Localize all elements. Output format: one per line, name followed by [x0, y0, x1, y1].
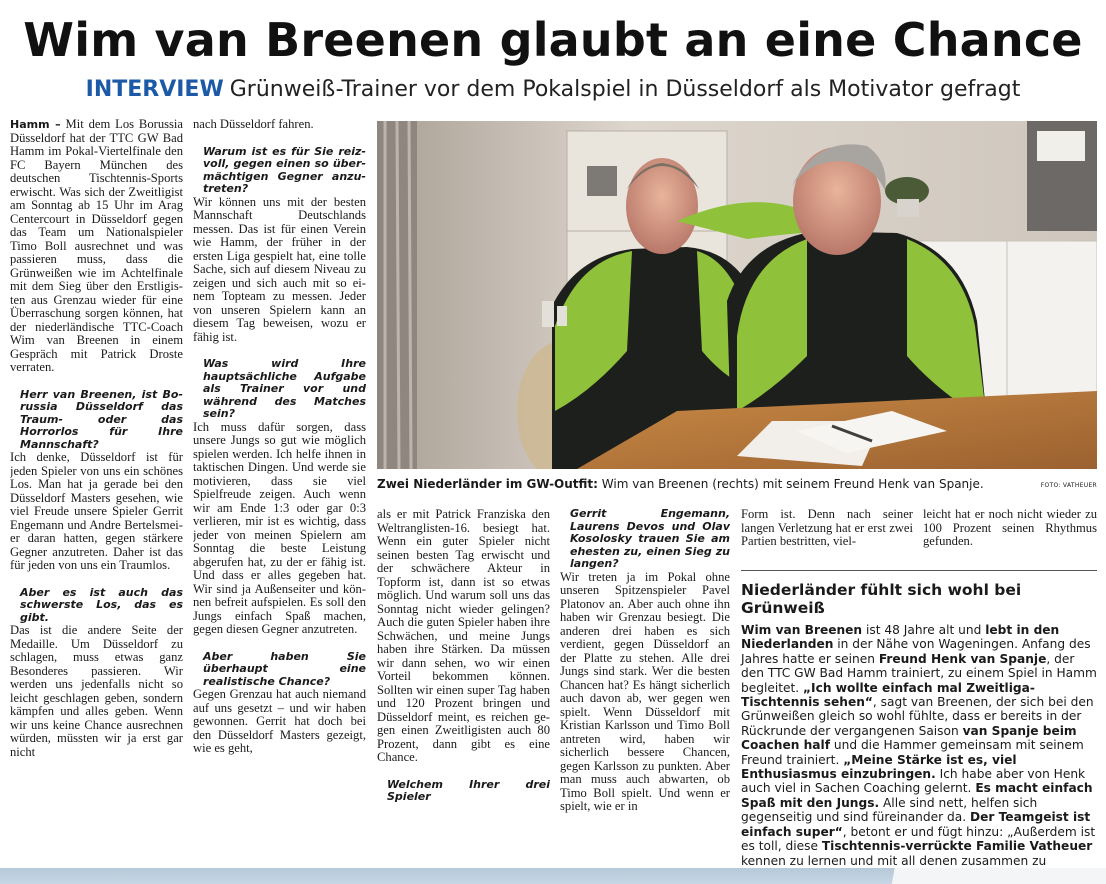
info-bold-5: van Spanje beim Coachen half [741, 723, 1077, 753]
answer-cont: nach Düsseldorf fahren. [193, 118, 314, 131]
info-text-1: ist 48 Jahre alt und [862, 623, 986, 637]
info-text-9: kennen zu lernen und mit all denen zusammen zu [741, 853, 1047, 868]
answer-2: Das ist die andere Seite der Medaille. Um Düsseldorf zu schlagen, muss etwas ganz Besonderes passieren. Wir werden uns jedenfalls nicht so leicht geschlagen geben, sondern kämpfen und alles geben. Wenn wir uns keine Chance ausrechnen würden, müssten wir ja erst gar nicht [10, 623, 183, 759]
bottom-banner-strip [0, 868, 1106, 884]
info-box [741, 570, 1097, 884]
question-5: Aber haben Sie überhaupt eine realistische Chance? [203, 649, 366, 688]
info-bold-9: Tischtennis-verrückte Familie Vatheuer [821, 839, 1093, 854]
photo-caption [377, 477, 1097, 491]
info-box-title: Niederländer fühlt sich wohl bei Grünweiß [741, 581, 1022, 617]
info-text-7: Alle sind nett, helfen sich gegenseitig und sind füreinander da. [741, 795, 1038, 825]
answer-1: Ich denke, Düsseldorf ist für jeden Spieler von uns ein schönes Los. Man hat ja gerade bei den Düsseldorf Masters gesehen, wie viel Freude unsere Spieler Gerrit Engemann und Andre Bertelsmeier daran hatten, gegen stärkere Gegner anzutreten. Daher ist das für jeden von uns ein Traumlos. [10, 450, 183, 572]
photo-illustration [377, 121, 1097, 469]
info-text-6: Ich habe aber von Henk auch viel in Sachen Coaching gelernt. [741, 767, 1086, 796]
column-2 [193, 118, 366, 843]
question-1: Herr van Breenen, ist Borussia Düsseldorf das Traum- oder das Horrorlos für Ihre Mannschaft? [20, 387, 183, 451]
info-bold-8: Der Teamgeist ist einfach super“ [741, 810, 1091, 839]
info-box-text [741, 623, 1097, 882]
answer-5: Gegen Grenzau hat auch niemand auf uns gesetzt – und wir haben gewonnen. Gerrit hat doch bei den Düsseldorf Masters gezeigt, wie es geht, [193, 687, 366, 755]
answer-6-end: leicht hat er noch nicht wieder zu 100 Prozent seinen Rhythmus gefunden. [923, 508, 1097, 548]
caption-text: Wim van Breenen (rechts) mit seinem Freund Henk van Spanje. [601, 477, 984, 491]
headline: Wim van Breenen glaubt an eine Chance [23, 13, 1083, 67]
question-3: Warum ist es für Sie reizvoll, gegen einen so übermächtigen Gegner anzutreten? [203, 144, 366, 195]
info-bold-2: lebt in den Niederlanden [741, 623, 1060, 652]
caption-lead: Zwei Niederländer im GW-Outfit: [377, 477, 598, 491]
subheadline-text: Grünweiß-Trainer vor dem Pokalspiel in Düsseldorf als Motivator gefragt [229, 77, 1021, 102]
answer-4: Ich muss dafür sorgen, dass unsere Jungs so gut wie möglich spielen werden. Ich helfe ihnen in taktischen Dingen. Und werde sie motivieren, dass sie viel Spielfreude zeigen. Auch wenn wir am Ende 1:3 oder gar 0:3 verlieren, mir ist es wichtig, dass jeder von meinen Spielern am Sonntag die beste Leistung abgerufen hat, zu der er fähig ist. Und dass er alles gegeben hat. Wir sind ja Außenseiter und können befreit aufspielen. Es soll den Jungs einfach Spaß machen, gegen diesen Gegner anzutreten. [193, 419, 366, 636]
kicker: INTERVIEW [85, 77, 224, 102]
column-5 [741, 508, 913, 553]
column-6 [923, 508, 1097, 553]
photo-credit: FOTO: VATHEUER [1040, 482, 1097, 489]
info-text-5: und die Hammer gemeinsam mit seinem Freund trainiert. [741, 738, 1084, 767]
column-4 [560, 508, 730, 843]
info-text-2: in der Nähe von Wageningen. Anfang des Jahres hatte er seinen [741, 637, 1091, 666]
question-2: Aber es ist auch das schwerste Los, das es gibt. [20, 585, 183, 624]
question-6: Welchem Ihrer drei Spieler [387, 777, 550, 803]
intro-text: Mit dem Los Borussia Düsseldorf hat der TTC GW Bad Hamm im Pokal-Viertelfinale den FC Bayern München des deutschen Tischtennis-Sports erwischt. Was sich der Zweitligist am Sonntag ab 15 Uhr im Arag Centercourt in Düsseldorf gegen das Team um Nationalspieler Timo Boll ausrechnet und was passieren muss, dass die Grünweißen wie im Achtelfinale mit dem Sieg über den Erstligisten aus Grenzau wieder für eine Überraschung sorgen können, hat der niederländische TTC-Coach Wim van Breenen in einem Gespräch mit Patrick Droste verraten. [10, 118, 183, 374]
answer-6: Wir treten ja im Pokal ohne unseren Spitzenspieler Pavel Platonov an. Aber auch ohne ihn haben wir Grenzau besiegt. Die anderen drei haben es sich verdient, gegen Düsseldorf an der Platte zu stehen. Alle drei Jungs sind stark. Wer die besten Chancen hat? Es hängt sicherlich auch davon ab, wer gegen wen spielt. Wenn Düsseldorf mit Kristian Karlsson und Timo Boll antreten wird, haben wir sicherlich bessere Chancen, gegen Karlsson zu punkten. Aber man muss auch abwarten, ob Timo Boll spielt. Und wenn er spielt, wie er in [560, 569, 730, 813]
question-4: Was wird Ihre hauptsächliche Aufgabe als Trainer vor und während des Matches sein? [203, 357, 366, 420]
column-3 [377, 508, 550, 843]
dateline: Hamm – [10, 118, 61, 131]
info-bold-3: Freund Henk van Spanje [878, 651, 1047, 666]
info-bold-1: Wim van Breenen [741, 623, 863, 637]
info-bold-6: „Meine Stärke ist es, viel Enthusiasmus einzubringen. [741, 752, 1017, 782]
info-text-8: , betont er und fügt hinzu: „Außerdem ist es toll, diese [741, 824, 1096, 854]
answer-3: Wir können uns mit der besten Mannschaft Deutschlands messen. Das ist für einen Verein wie Hamm, der früher in der ersten Liga gespielt hat, eine tolle Sache, sich auf diesem Niveau zu zeigen und sich auch mit so einem Topteam zu messen. Jeder von unseren Spielern kann an diesem Tag beweisen, wozu er fähig ist. [193, 194, 366, 344]
subheadline [0, 76, 1106, 104]
info-text-4: , sagt van Breenen, der sich bei den Grünweißen gleich so wohl fühlte, dass er bereits in der Rückrunde der vergangenen Saison [741, 695, 1094, 738]
column-1 [10, 118, 183, 843]
article-photo [377, 121, 1097, 469]
info-text-3: , der den TTC GW Bad Hamm trainiert, zu einem Spiel in Hamm begleitet. [741, 651, 1097, 695]
answer-5-cont: als er mit Patrick Franziska den Weltranglisten-16. besiegt hat. Wenn ein guter Spieler nicht seinen besten Tag erwischt und der schwächere Akteur in Topform ist, dann ist so etwas möglich. Und warum soll uns das Sonntag nicht wieder gelingen? Auch die guten Spieler haben ihre Schwächen, und meine Jungs haben ihre Stärken. Da müssen wir dann sehen, wo wir einen Vorteil bekommen können. Sollten wir einen super Tag haben und 120 Prozent bringen und Düsseldorf meint, es reichen gegen einen Zweitligisten auch 80 Prozent, dann gibt es eine Chance. [377, 508, 550, 764]
answer-6-cont: Form ist. Denn nach seiner langen Verletzung hat er erst zwei Partien bestritten, viel- [741, 508, 913, 548]
question-6-cont: Gerrit Engemann, Laurens Devos und Olav Kosolosky trauen Sie am ehesten zu, einen Sieg zu langen? [570, 508, 730, 570]
info-bold-7: Es macht einfach Spaß mit den Jungs. [741, 781, 1093, 810]
info-bold-4: „Ich wollte einfach mal Zweitliga-Tischtennis sehen“ [741, 680, 1035, 710]
